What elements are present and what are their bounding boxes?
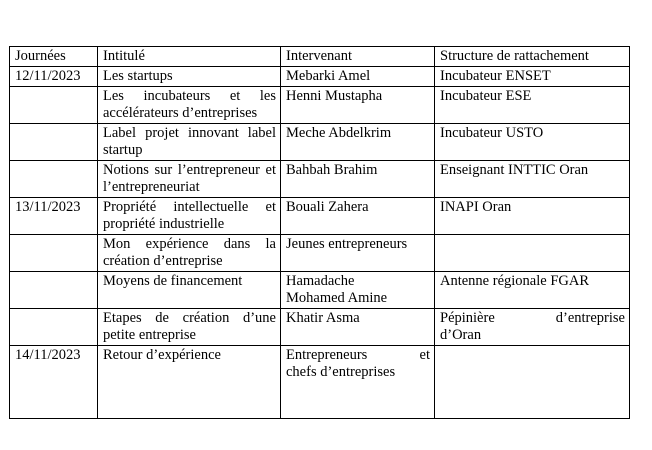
day-cell [10, 272, 98, 309]
header-structure: Structure de rattachement [435, 47, 630, 67]
speaker-cell: Mebarki Amel [281, 67, 435, 87]
title-cell: Mon expérience dans la création d’entreprise [98, 235, 281, 272]
structure-cell: Antenne régionale FGAR [435, 272, 630, 309]
schedule-table [9, 46, 630, 419]
structure-cell: Incubateur USTO [435, 124, 630, 161]
day-cell [10, 87, 98, 124]
structure-line: d’Oran [440, 327, 482, 343]
speaker-line: chefs d’entreprises [286, 364, 396, 380]
table-row [10, 272, 630, 309]
header-intitule: Intitulé [98, 47, 281, 67]
table-row [10, 198, 630, 235]
speaker-cell [281, 272, 435, 309]
table-row [10, 124, 630, 161]
title-cell: Propriété intellectuelle et propriété industrielle [98, 198, 281, 235]
structure-line: Pépinière d’entreprise [440, 310, 625, 326]
day-cell: 14/11/2023 [10, 346, 98, 419]
title-cell: Etapes de création d’une petite entreprise [98, 309, 281, 346]
speaker-cell: Bouali Zahera [281, 198, 435, 235]
table-row [10, 346, 630, 419]
table-row [10, 87, 630, 124]
structure-cell [435, 309, 630, 346]
title-cell: Retour d’expérience [98, 346, 281, 419]
day-cell [10, 235, 98, 272]
header-intervenant: Intervenant [281, 47, 435, 67]
speaker-line: Mohamed Amine [286, 290, 388, 306]
speaker-line: Entrepreneurs et [286, 347, 430, 363]
day-cell [10, 309, 98, 346]
header-journees: Journées [10, 47, 98, 67]
structure-cell: Enseignant INTTIC Oran [435, 161, 630, 198]
table-header-row [10, 47, 630, 67]
day-cell: 13/11/2023 [10, 198, 98, 235]
day-cell [10, 161, 98, 198]
table-row [10, 161, 630, 198]
structure-cell [435, 346, 630, 419]
speaker-cell: Henni Mustapha [281, 87, 435, 124]
speaker-line: Hamadache [286, 273, 355, 289]
speaker-cell: Bahbah Brahim [281, 161, 435, 198]
speaker-cell: Meche Abdelkrim [281, 124, 435, 161]
structure-cell [435, 235, 630, 272]
structure-cell: INAPI Oran [435, 198, 630, 235]
title-cell: Notions sur l’entrepreneur et l’entrepreneuriat [98, 161, 281, 198]
speaker-cell [281, 346, 435, 419]
speaker-cell: Jeunes entrepreneurs [281, 235, 435, 272]
structure-cell: Incubateur ESE [435, 87, 630, 124]
title-cell: Les incubateurs et les accélérateurs d’entreprises [98, 87, 281, 124]
speaker-cell: Khatir Asma [281, 309, 435, 346]
table-row [10, 67, 630, 87]
table-row [10, 235, 630, 272]
title-cell: Les startups [98, 67, 281, 87]
structure-cell: Incubateur ENSET [435, 67, 630, 87]
title-cell: Moyens de financement [98, 272, 281, 309]
title-cell: Label projet innovant label startup [98, 124, 281, 161]
day-cell [10, 124, 98, 161]
day-cell: 12/11/2023 [10, 67, 98, 87]
table-row [10, 309, 630, 346]
